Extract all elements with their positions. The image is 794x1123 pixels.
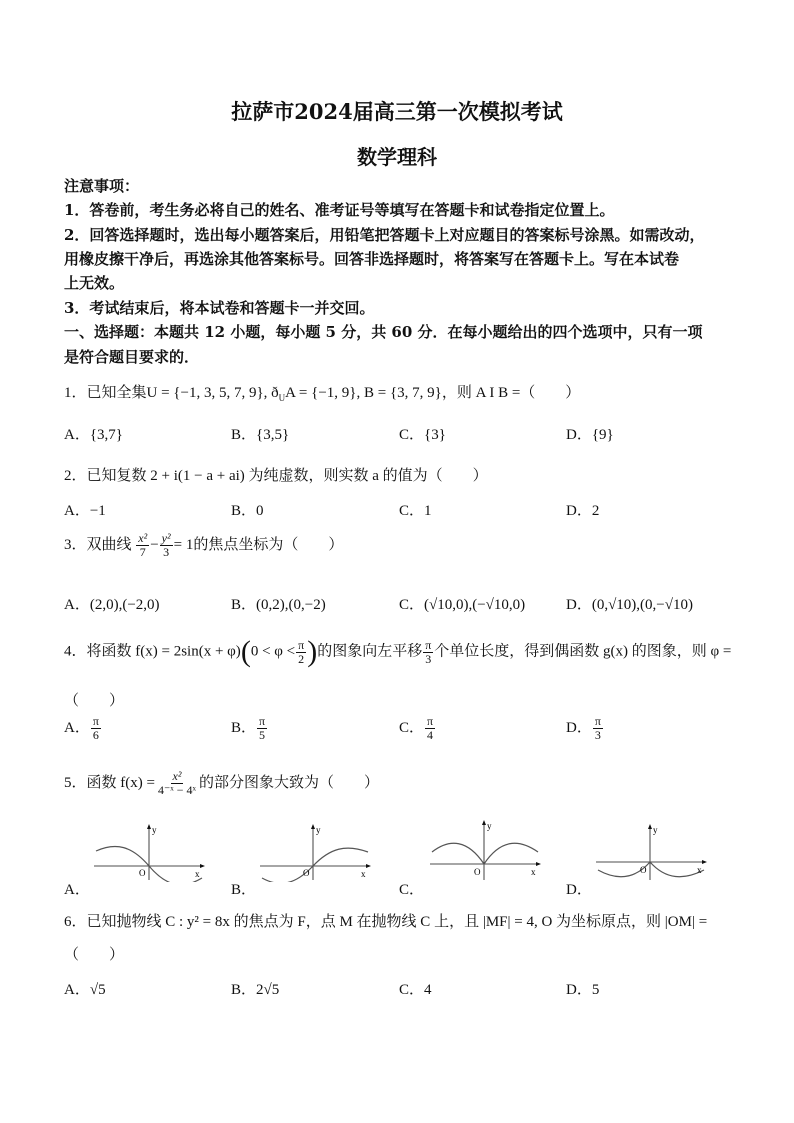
question-5-stem: 5．函数 f(x) = $\frac{\text{x²}}{\text{4⁻ˣ − 4ˣ}}$ 的部分图象大致为（ ） bbox=[64, 769, 380, 797]
question-2-stem: 2．已知复数 2 + i(1 − a + ai) 为纯虚数，则实数 a 的值为（ ） bbox=[64, 468, 488, 484]
exam-title: 拉萨市2024届高三第一次模拟考试 bbox=[231, 99, 563, 124]
notice-heading: 注意事项： bbox=[64, 177, 140, 195]
origin-label: O bbox=[474, 867, 481, 877]
x-label: x bbox=[361, 869, 366, 879]
question-2-option-b: B．0 bbox=[231, 503, 264, 519]
section-header-line-2: 是符合题目要求的． bbox=[64, 348, 200, 366]
exam-subtitle: 数学理科 bbox=[357, 145, 437, 169]
question-3-option-c: C．(√10,0),(−√10,0) bbox=[399, 597, 526, 613]
origin-label: O bbox=[139, 868, 146, 878]
section-header-line-1: 一、选择题：本题共 12 小题，每小题 5 分，共 60 分．在每小题给出的四个选项中，只有一项 bbox=[64, 323, 703, 341]
question-4-option-b: B． $\frac{\pi}{5}$ bbox=[231, 714, 266, 742]
question-1-stem: 1．已知全集U = {−1, 3, 5, 7, 9}, $ð_UA = \{-1$, 9}, B = {3, 7, 9}，则 A I B =（ ） bbox=[64, 385, 581, 403]
question-5-option-b-label: B． bbox=[231, 882, 257, 898]
question-3-option-a: A．(2,0),(−2,0) bbox=[64, 597, 160, 613]
question-1-option-b: B．{3,5} bbox=[231, 427, 290, 443]
notice-item-2-line-1: 2．回答选择题时，选出每小题答案后，用铅笔把答题卡上对应题目的答案标号涂黑。如需改动， bbox=[64, 226, 705, 244]
question-5-option-a-label: A． bbox=[64, 882, 90, 898]
origin-label: O bbox=[303, 868, 310, 878]
question-6-option-c: C．4 bbox=[399, 982, 432, 998]
y-axis-arrow bbox=[648, 824, 652, 829]
y-label: y bbox=[487, 821, 492, 831]
question-2-option-d: D．2 bbox=[566, 503, 600, 519]
question-2-option-a: A．−1 bbox=[64, 503, 106, 519]
question-5-graph-d bbox=[594, 822, 709, 882]
question-1-option-d: D．{9} bbox=[566, 427, 614, 443]
question-6-option-b: B．2√5 bbox=[231, 982, 280, 998]
question-1-option-c: C．{3} bbox=[399, 427, 446, 443]
fraction-x2-over-7: $\frac{\text{x²}}{7}$ bbox=[138, 531, 148, 559]
curve-b bbox=[262, 848, 368, 882]
question-4-answer-paren: （ ） bbox=[64, 693, 125, 709]
question-3-option-d: D．(0,√10),(0,−√10) bbox=[566, 597, 693, 613]
x-axis-arrow bbox=[702, 860, 707, 864]
x-label: x bbox=[697, 865, 702, 875]
question-4-option-a: A． $\frac{\pi}{6}$ bbox=[64, 714, 99, 742]
question-4-stem: 4．将函数 f(x) = 2sin(x + φ)(0 < φ < $\frac{\pi}{2}$ )的图象向左平移 $\frac{\pi}{3}$ 个单位长度，得到偶函数 g(x) 的图象，则 φ = bbox=[64, 635, 732, 668]
y-axis-arrow bbox=[147, 824, 151, 829]
y-axis-arrow bbox=[482, 820, 486, 825]
question-5-graph-a bbox=[92, 822, 207, 882]
fraction-y2-over-3: $\frac{\text{y²}}{3}$ bbox=[161, 531, 171, 559]
x-axis-arrow bbox=[366, 864, 371, 868]
x-axis-arrow bbox=[200, 864, 205, 868]
question-4-option-d: D． $\frac{\pi}{3}$ bbox=[566, 714, 601, 742]
question-1-option-a: A．{3,7} bbox=[64, 427, 123, 443]
notice-item-2-line-3: 上无效。 bbox=[64, 274, 125, 292]
question-6-stem: 6．已知抛物线 C : y² = 8x 的焦点为 F，点 M 在抛物线 C 上，且 |MF| = 4, O 为坐标原点，则 |OM| = bbox=[64, 914, 708, 930]
question-3-stem: 3．双曲线 $\frac{\text{x²}}{7}$ − $\frac{\text{y²}}{3}$ = 1的焦点坐标为（ ） bbox=[64, 531, 344, 559]
y-label: y bbox=[316, 825, 321, 835]
notice-item-2-line-2: 用橡皮擦干净后，再选涂其他答案标号。回答非选择题时，将答案写在答题卡上。写在本试卷 bbox=[64, 250, 680, 268]
y-label: y bbox=[653, 825, 658, 835]
x-label: x bbox=[195, 869, 200, 879]
x-axis-arrow bbox=[536, 862, 541, 866]
question-5-graph-c bbox=[428, 818, 543, 882]
curve-c bbox=[432, 843, 538, 864]
notice-item-1: 1．答卷前，考生务必将自己的姓名、准考证号等填写在答题卡和试卷指定位置上。 bbox=[64, 201, 615, 219]
question-3-option-b: B．(0,2),(0,−2) bbox=[231, 597, 326, 613]
question-5-option-c-label: C． bbox=[399, 882, 425, 898]
question-4-option-c: C． $\frac{\pi}{4}$ bbox=[399, 714, 434, 742]
y-label: y bbox=[152, 825, 157, 835]
question-5-option-d-label: D． bbox=[566, 882, 592, 898]
question-2-option-c: C．1 bbox=[399, 503, 432, 519]
notice-item-3: 3．考试结束后，将本试卷和答题卡一并交回。 bbox=[64, 299, 375, 317]
question-6-option-a: A．√5 bbox=[64, 982, 106, 998]
question-6-answer-paren: （ ） bbox=[64, 947, 125, 963]
curve-d bbox=[598, 862, 704, 877]
question-5-graph-b bbox=[258, 822, 373, 882]
origin-label: O bbox=[640, 865, 647, 875]
y-axis-arrow bbox=[311, 824, 315, 829]
question-6-option-d: D．5 bbox=[566, 982, 600, 998]
x-label: x bbox=[531, 867, 536, 877]
